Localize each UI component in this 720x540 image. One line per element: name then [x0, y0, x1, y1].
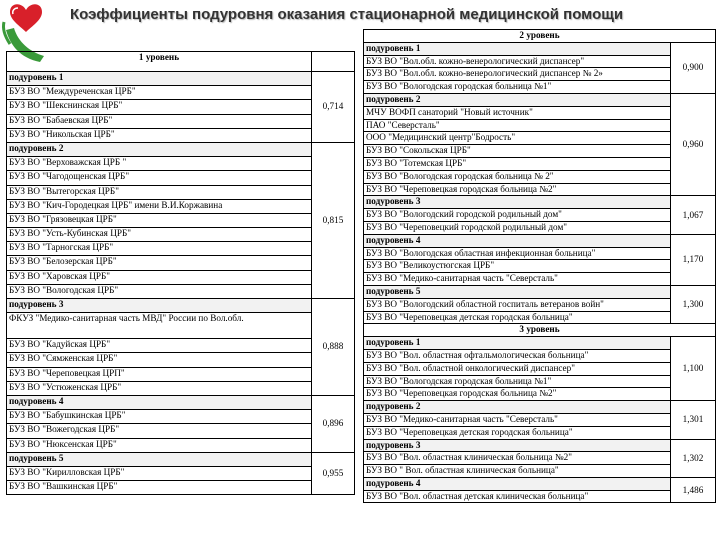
institution-row	[364, 260, 716, 273]
institution-row	[364, 362, 716, 375]
institution-name: БУЗ ВО "Вологодская городская больница №1"	[364, 81, 671, 94]
institution-row	[7, 199, 355, 213]
institution-row	[7, 100, 355, 114]
institution-name: БУЗ ВО "Устюженская ЦРБ"	[7, 381, 312, 395]
institution-name: БУЗ ВО "Белозерская ЦРБ"	[7, 256, 312, 270]
sublevel-row	[364, 285, 716, 298]
coefficient-value: 0,888	[312, 299, 355, 396]
institution-name: БУЗ ВО "Вол. областная детская клиническая больница"	[364, 490, 671, 503]
institution-name: БУЗ ВО "Вол. областная клиническая больница №2"	[364, 452, 671, 465]
institution-row	[364, 247, 716, 260]
institution-name: БУЗ ВО " Вол. областная клиническая больница"	[364, 465, 671, 478]
sublevel-name: подуровень 3	[364, 439, 671, 452]
institution-row	[364, 298, 716, 311]
institution-name: БУЗ ВО "Никольская ЦРБ"	[7, 128, 312, 142]
sublevel-row	[364, 401, 716, 414]
institution-name: БУЗ ВО "Харовская ЦРБ"	[7, 270, 312, 284]
institution-name: БУЗ ВО "Кирилловская ЦРБ"	[7, 466, 312, 480]
sublevel-name: подуровень 2	[7, 142, 312, 156]
institution-name: БУЗ ВО "Череповецкий городской родильный дом"	[364, 221, 671, 234]
institution-name: БУЗ ВО "Сямженская ЦРБ"	[7, 353, 312, 367]
institution-row	[364, 221, 716, 234]
institution-row	[364, 209, 716, 222]
sublevel-name: подуровень 1	[364, 42, 671, 55]
institution-name: БУЗ ВО "Междуреченская ЦРБ"	[7, 86, 312, 100]
institution-row	[7, 228, 355, 242]
institution-row	[7, 157, 355, 171]
institution-name: БУЗ ВО "Вол.обл. кожно-венерологический диспансер"	[364, 55, 671, 68]
institution-name: БУЗ ВО "Вологодская городская больница № 2"	[364, 170, 671, 183]
sublevel-name: подуровень 4	[364, 234, 671, 247]
institution-row	[7, 381, 355, 395]
institution-name: БУЗ ВО "Вологодская областная инфекционная больница"	[364, 247, 671, 260]
sublevel-row	[364, 196, 716, 209]
empty-cell	[312, 52, 355, 72]
level-header-row	[7, 52, 355, 72]
sublevel-name: подуровень 4	[7, 395, 312, 409]
level-header-row	[364, 324, 716, 337]
institution-row	[364, 349, 716, 362]
level2-3-table	[363, 29, 716, 503]
institution-row	[7, 339, 355, 353]
coefficient-value: 0,960	[671, 93, 716, 195]
institution-name: БУЗ ВО "Тотемская ЦРБ"	[364, 157, 671, 170]
institution-row	[7, 114, 355, 128]
institution-row	[364, 157, 716, 170]
sublevel-row	[7, 452, 355, 466]
institution-name: БУЗ ВО "Медико-санитарная часть "Северсталь"	[364, 413, 671, 426]
institution-name: БУЗ ВО "Тарногская ЦРБ"	[7, 242, 312, 256]
coefficient-value: 0,955	[312, 452, 355, 495]
institution-row	[364, 452, 716, 465]
institution-name: БУЗ ВО "Вологодская городская больница №1"	[364, 375, 671, 388]
level1-table	[6, 51, 355, 495]
institution-row	[364, 132, 716, 145]
coefficient-value: 1,170	[671, 234, 716, 285]
coefficient-value: 1,302	[671, 439, 716, 477]
institution-row	[364, 68, 716, 81]
institution-name: БУЗ ВО "Вытегорская ЦРБ"	[7, 185, 312, 199]
coefficient-value: 1,486	[671, 477, 716, 503]
coefficient-value: 0,896	[312, 395, 355, 452]
institution-name: БУЗ ВО "Вологодская ЦРБ"	[7, 284, 312, 298]
institution-name: БУЗ ВО "Великоустюгская ЦРБ"	[364, 260, 671, 273]
sublevel-row	[7, 142, 355, 156]
coefficient-value: 0,815	[312, 142, 355, 298]
sublevel-row	[364, 337, 716, 350]
sublevel-name: подуровень 3	[7, 299, 312, 313]
institution-row	[364, 311, 716, 324]
institution-row	[364, 119, 716, 132]
sublevel-row	[364, 42, 716, 55]
institution-name: БУЗ ВО "Вол. областная офтальмологическая больница"	[364, 349, 671, 362]
sublevel-name: подуровень 1	[7, 72, 312, 86]
level-title: 2 уровень	[364, 30, 716, 43]
institution-name: БУЗ ВО "Череповецкая детская городская больница"	[364, 426, 671, 439]
institution-row	[364, 183, 716, 196]
institution-name: БУЗ ВО "Череповецкая городская больница №2"	[364, 183, 671, 196]
institution-name: БУЗ ВО "Вол. областной онкологический диспансер"	[364, 362, 671, 375]
institution-name: БУЗ ВО "Чагодощенская ЦРБ"	[7, 171, 312, 185]
institution-name: БУЗ ВО "Вожегодская ЦРБ"	[7, 424, 312, 438]
institution-row	[7, 213, 355, 227]
institution-row	[364, 426, 716, 439]
institution-row	[364, 388, 716, 401]
coefficient-value: 0,900	[671, 42, 716, 93]
institution-row	[7, 481, 355, 495]
sublevel-row	[7, 299, 355, 313]
coefficient-value: 1,067	[671, 196, 716, 234]
institution-row	[7, 438, 355, 452]
institution-name: БУЗ ВО "Нюксенская ЦРБ"	[7, 438, 312, 452]
sublevel-name: подуровень 5	[364, 285, 671, 298]
coefficient-value: 0,714	[312, 72, 355, 143]
institution-name: ООО "Медицинский центр"Бодрость"	[364, 132, 671, 145]
institution-row	[7, 284, 355, 298]
institution-row	[7, 367, 355, 381]
institution-row	[7, 86, 355, 100]
institution-row	[7, 313, 355, 339]
institution-name: БУЗ ВО "Вашкинская ЦРБ"	[7, 481, 312, 495]
institution-name: БУЗ ВО "Грязовецкая ЦРБ"	[7, 213, 312, 227]
sublevel-name: подуровень 2	[364, 401, 671, 414]
sublevel-row	[364, 234, 716, 247]
institution-name: БУЗ ВО "Вологодский областной госпиталь ветеранов войн"	[364, 298, 671, 311]
sublevel-name: подуровень 4	[364, 477, 671, 490]
sublevel-row	[364, 477, 716, 490]
institution-row	[7, 171, 355, 185]
sublevel-row	[7, 72, 355, 86]
institution-row	[364, 145, 716, 158]
institution-name: ПАО "Северсталь"	[364, 119, 671, 132]
coefficient-value: 1,300	[671, 285, 716, 323]
institution-name: БУЗ ВО "Кич-Городецкая ЦРБ" имени В.И.Коржавина	[7, 199, 312, 213]
institution-row	[364, 170, 716, 183]
institution-name: БУЗ ВО "Череповецкая ЦРП"	[7, 367, 312, 381]
sublevel-name: подуровень 1	[364, 337, 671, 350]
institution-row	[7, 242, 355, 256]
sublevel-name: подуровень 5	[7, 452, 312, 466]
institution-row	[364, 465, 716, 478]
sublevel-row	[364, 439, 716, 452]
level-header-row	[364, 30, 716, 43]
institution-row	[364, 81, 716, 94]
institution-row	[7, 424, 355, 438]
page-title: Коэффициенты подуровня оказания стационарной медицинской помощи	[70, 6, 624, 23]
institution-row	[364, 273, 716, 286]
institution-row	[7, 410, 355, 424]
institution-name: БУЗ ВО "Верховажская ЦРБ "	[7, 157, 312, 171]
institution-name: МЧУ ВОФП санаторий "Новый источник"	[364, 106, 671, 119]
institution-row	[364, 106, 716, 119]
coefficient-value: 1,100	[671, 337, 716, 401]
institution-name: ФКУЗ "Медико-санитарная часть МВД" России по Вол.обл.	[7, 313, 312, 339]
institution-row	[364, 490, 716, 503]
institution-row	[7, 128, 355, 142]
institution-name: БУЗ ВО "Кадуйская ЦРБ"	[7, 339, 312, 353]
institution-name: БУЗ ВО "Вологодский городской родильный дом"	[364, 209, 671, 222]
institution-row	[364, 55, 716, 68]
institution-name: БУЗ ВО "Шекснинская ЦРБ"	[7, 100, 312, 114]
institution-name: БУЗ ВО "Череповецкая городская больница №2"	[364, 388, 671, 401]
institution-row	[7, 256, 355, 270]
institution-name: БУЗ ВО "Бабаевская ЦРБ"	[7, 114, 312, 128]
institution-name: БУЗ ВО "Вол.обл. кожно-венерологический диспансер № 2»	[364, 68, 671, 81]
sublevel-name: подуровень 2	[364, 93, 671, 106]
institution-row	[7, 270, 355, 284]
institution-row	[7, 466, 355, 480]
institution-name: БУЗ ВО "Бабушкинская ЦРБ"	[7, 410, 312, 424]
institution-name: БУЗ ВО "Череповецкая детская городская больница"	[364, 311, 671, 324]
institution-row	[364, 413, 716, 426]
institution-name: БУЗ ВО "Медико-санитарная часть "Северсталь"	[364, 273, 671, 286]
institution-row	[7, 185, 355, 199]
coefficient-value: 1,301	[671, 401, 716, 439]
institution-row	[7, 353, 355, 367]
institution-name: БУЗ ВО "Сокольская ЦРБ"	[364, 145, 671, 158]
sublevel-row	[364, 93, 716, 106]
institution-row	[364, 375, 716, 388]
sublevel-row	[7, 395, 355, 409]
level-title: 3 уровень	[364, 324, 716, 337]
sublevel-name: подуровень 3	[364, 196, 671, 209]
level-title: 1 уровень	[7, 52, 312, 72]
institution-name: БУЗ ВО "Усть-Кубинская ЦРБ"	[7, 228, 312, 242]
